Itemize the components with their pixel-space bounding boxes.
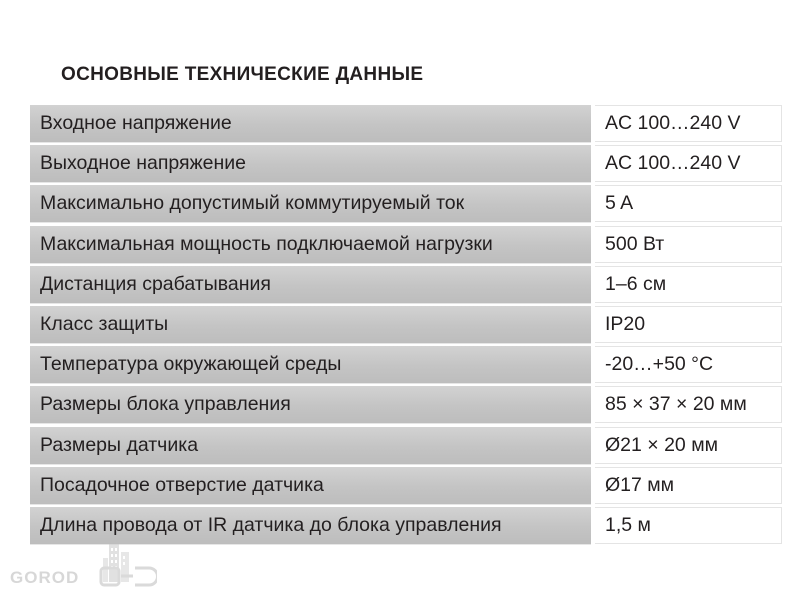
table-row — [30, 467, 782, 504]
spec-value: AC 100…240 V — [595, 145, 782, 182]
building-icon — [95, 540, 157, 590]
table-row — [30, 185, 782, 222]
spec-label: Размеры блока управления — [30, 386, 591, 423]
spec-value: 500 Вт — [595, 226, 782, 263]
spec-label: Посадочное отверстие датчика — [30, 467, 591, 504]
spec-table — [30, 105, 782, 547]
table-row — [30, 145, 782, 182]
table-row — [30, 386, 782, 423]
spec-value: -20…+50 °С — [595, 346, 782, 383]
spec-label: Максимально допустимый коммутируемый ток — [30, 185, 591, 222]
table-row — [30, 507, 782, 544]
spec-label: Класс защиты — [30, 306, 591, 343]
spec-label: Максимальная мощность подключаемой нагрузки — [30, 226, 591, 263]
spec-value: 1,5 м — [595, 507, 782, 544]
spec-label: Размеры датчика — [30, 427, 591, 464]
spec-label: Температура окружающей среды — [30, 346, 591, 383]
table-row — [30, 306, 782, 343]
spec-label: Выходное напряжение — [30, 145, 591, 182]
spec-label: Дистанция срабатывания — [30, 266, 591, 303]
spec-value: 5 A — [595, 185, 782, 222]
spec-label: Входное напряжение — [30, 105, 591, 142]
table-row — [30, 226, 782, 263]
watermark-logo — [10, 540, 160, 596]
table-row — [30, 266, 782, 303]
spec-value: Ø21 × 20 мм — [595, 427, 782, 464]
table-row — [30, 346, 782, 383]
spec-value: Ø17 мм — [595, 467, 782, 504]
table-row — [30, 427, 782, 464]
spec-value: 1–6 см — [595, 266, 782, 303]
spec-value: IP20 — [595, 306, 782, 343]
table-row — [30, 105, 782, 142]
spec-label: Длина провода от IR датчика до блока управления — [30, 507, 591, 544]
page-title: ОСНОВНЫЕ ТЕХНИЧЕСКИЕ ДАННЫЕ — [61, 64, 424, 85]
spec-value: 85 × 37 × 20 мм — [595, 386, 782, 423]
spec-value: AC 100…240 V — [595, 105, 782, 142]
watermark-text: GOROD — [10, 568, 80, 587]
